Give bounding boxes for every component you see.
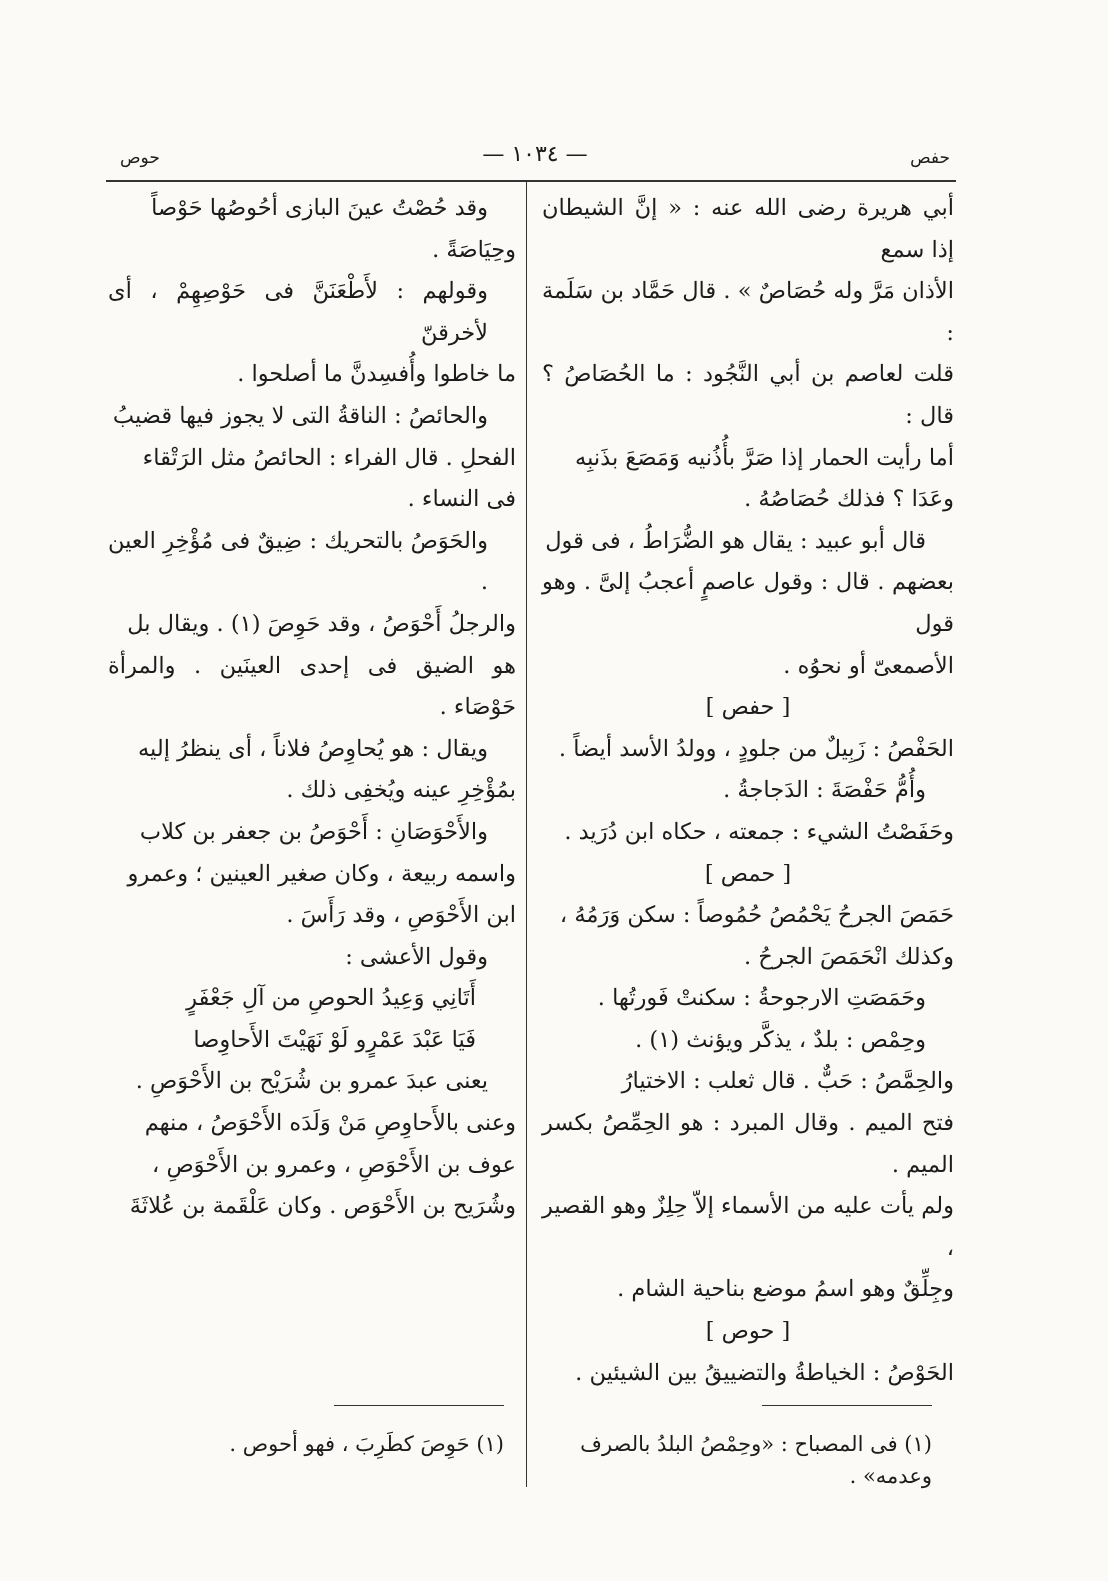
footnote-left: (١) حَوِصَ كطَرِبَ ، فهو أحوص .: [229, 1432, 504, 1456]
text-line: والحَوَصُ بالتحريك : ضِيقٌ فى مُؤْخِرِ العين .: [108, 527, 488, 596]
text-line: الحَوْصُ : الخياطةُ والتضييقُ بين الشيئين .: [575, 1359, 954, 1386]
left-column: [108, 188, 516, 1228]
text-line: وعنى بالأَحاوِصِ مَنْ وَلَدَه الأَحْوَصُ ، منهم: [144, 1110, 516, 1137]
footnote-rule-left: [334, 1405, 504, 1406]
text-line: قال أبو عبيد : يقال هو الضُّرَاطُ ، فى قول: [545, 527, 926, 554]
entry-heading: [ حمص ]: [704, 860, 792, 887]
text-line: وحِمْص : بلدٌ ، يذكَّر ويؤنث (١) .: [635, 1026, 926, 1053]
text-line: عوف بن الأَحْوَصِ ، وعمرو بن الأَحْوَصِ ،: [152, 1151, 516, 1178]
text-line: أما رأيت الحمار إذا صَرَّ بأُذُنيه وَمَصَعَ بذَنبِه: [575, 444, 954, 471]
text-line: وحَمَصَتِ الارجوحةُ : سكنتْ فَورتُها .: [597, 985, 926, 1012]
poem-line: فَيَا عَبْدَ عَمْرٍو لَوْ نَهَيْتَ الأَحاوِصا: [193, 1026, 476, 1053]
text-line: ابن الأَحْوَصِ ، وقد رَأَسَ .: [286, 902, 516, 929]
right-column: [542, 188, 954, 1394]
text-line: والرجلُ أَحْوَصُ ، وقد حَوِصَ (١) . ويقال بل: [127, 610, 516, 637]
text-line: وجِلِّقٌ وهو اسمُ موضع بناحية الشام .: [617, 1276, 954, 1303]
text-line: وشُرَيح بن الأَحْوَص . وكان عَلْقَمة بن عُلاثَةَ: [129, 1193, 516, 1220]
text-line: الأصمعىّ أو نحوُه .: [783, 652, 954, 679]
text-line: الحَفْصُ : زَبِيلٌ من جلودٍ ، وولدُ الأسد أيضاً .: [558, 735, 954, 762]
text-line: وحِيَاصَةً .: [432, 236, 516, 263]
header-rule: [106, 180, 956, 182]
column-divider: [526, 182, 527, 1487]
text-line: وقد حُصْتُ عينَ البازى أحُوصُها حَوْصاً: [151, 195, 488, 221]
text-line: ولم يأت عليه من الأسماء إلاّ حِلِزٌ وهو القصير ،: [542, 1193, 954, 1261]
text-line: وكذلك انْحَمَصَ الجرحُ .: [744, 943, 954, 970]
text-line: أبي هريرة رضى الله عنه : « إنَّ الشيطان إذا سمع: [542, 195, 954, 263]
text-line: حَمَصَ الجرحُ يَحْمُصُ حُمُوصاً : سكن وَرَمُهُ ،: [559, 902, 954, 929]
text-line: وأُمُّ حَفْصَةَ : الدَجاجةُ .: [723, 777, 926, 804]
text-line: يعنى عبدَ عمرو بن شُرَيْح بن الأَحْوَصِ .: [135, 1068, 488, 1095]
text-line: وقول الأعشى :: [345, 943, 488, 970]
text-line: وحَفَصْتُ الشيء : جمعته ، حكاه ابن دُرَيد .: [564, 818, 954, 845]
footnote-right: (١) فى المصباح : «وحِمْصُ البلدُ بالصرف وعدمه» .: [580, 1432, 932, 1488]
text-line: والحِمَّصُ : حَبٌّ . قال ثعلب : الاختيارُ: [621, 1068, 954, 1095]
text-line: ما خاطوا وأُفسِدنَّ ما أصلحوا .: [237, 361, 516, 388]
text-line: والحائصُ : الناقةُ التى لا يجوز فيها قضيبُ: [112, 402, 488, 429]
text-line: الفحلِ . قال الفراء : الحائصُ مثل الرَتْقاء: [142, 444, 516, 471]
entry-heading: [ حفص ]: [705, 694, 791, 721]
text-line: فتح الميم . وقال المبرد : هو الحِمِّصُ بكسر الميم .: [542, 1110, 954, 1178]
text-line: فى النساء .: [407, 486, 516, 513]
text-line: الأذان مَرَّ وله حُصَاصٌ » . قال حَمَّاد بن سَلَمة :: [542, 278, 954, 346]
text-line: بعضهم . قال : وقول عاصمٍ أعجبُ إلىَّ . وهو قول: [542, 569, 954, 637]
page-number: — ١٠٣٤ —: [482, 142, 588, 167]
header-left-word: حوص: [120, 148, 160, 168]
footnote-rule-right: [762, 1405, 932, 1406]
text-line: وقولهم : لأَطْعَنَنَّ فى حَوْصِهِمْ ، أى لأخرقنّ: [108, 278, 488, 346]
text-line: قلت لعاصم بن أبي النَّجُود : ما الحُصَاصُ ؟ قال :: [542, 361, 954, 429]
header-right-word: حفص: [910, 148, 950, 168]
entry-heading: [ حوص ]: [705, 1318, 791, 1345]
text-line: بمُؤْخِرِ عينه ويُخفِى ذلك .: [286, 777, 516, 804]
poem-line: أَتَانِي وَعِيدُ الحوصِ من آلِ جَعْفَرٍ: [186, 985, 476, 1012]
text-line: هو الضيق فى إحدى العينَين . والمرأة حَوْصَاء .: [108, 652, 516, 721]
page-header: [120, 142, 950, 178]
text-line: وعَدَا ؟ فذلك حُصَاصُهُ .: [744, 486, 954, 513]
text-line: واسمه ربيعة ، وكان صغير العينين ؛ وعمرو: [127, 860, 516, 887]
text-line: ويقال : هو يُحاوِصُ فلاناً ، أى ينظرُ إليه: [137, 735, 488, 762]
text-line: والأَحْوَصَانِ : أَحْوَصُ بن جعفر بن كلاب: [139, 818, 488, 845]
